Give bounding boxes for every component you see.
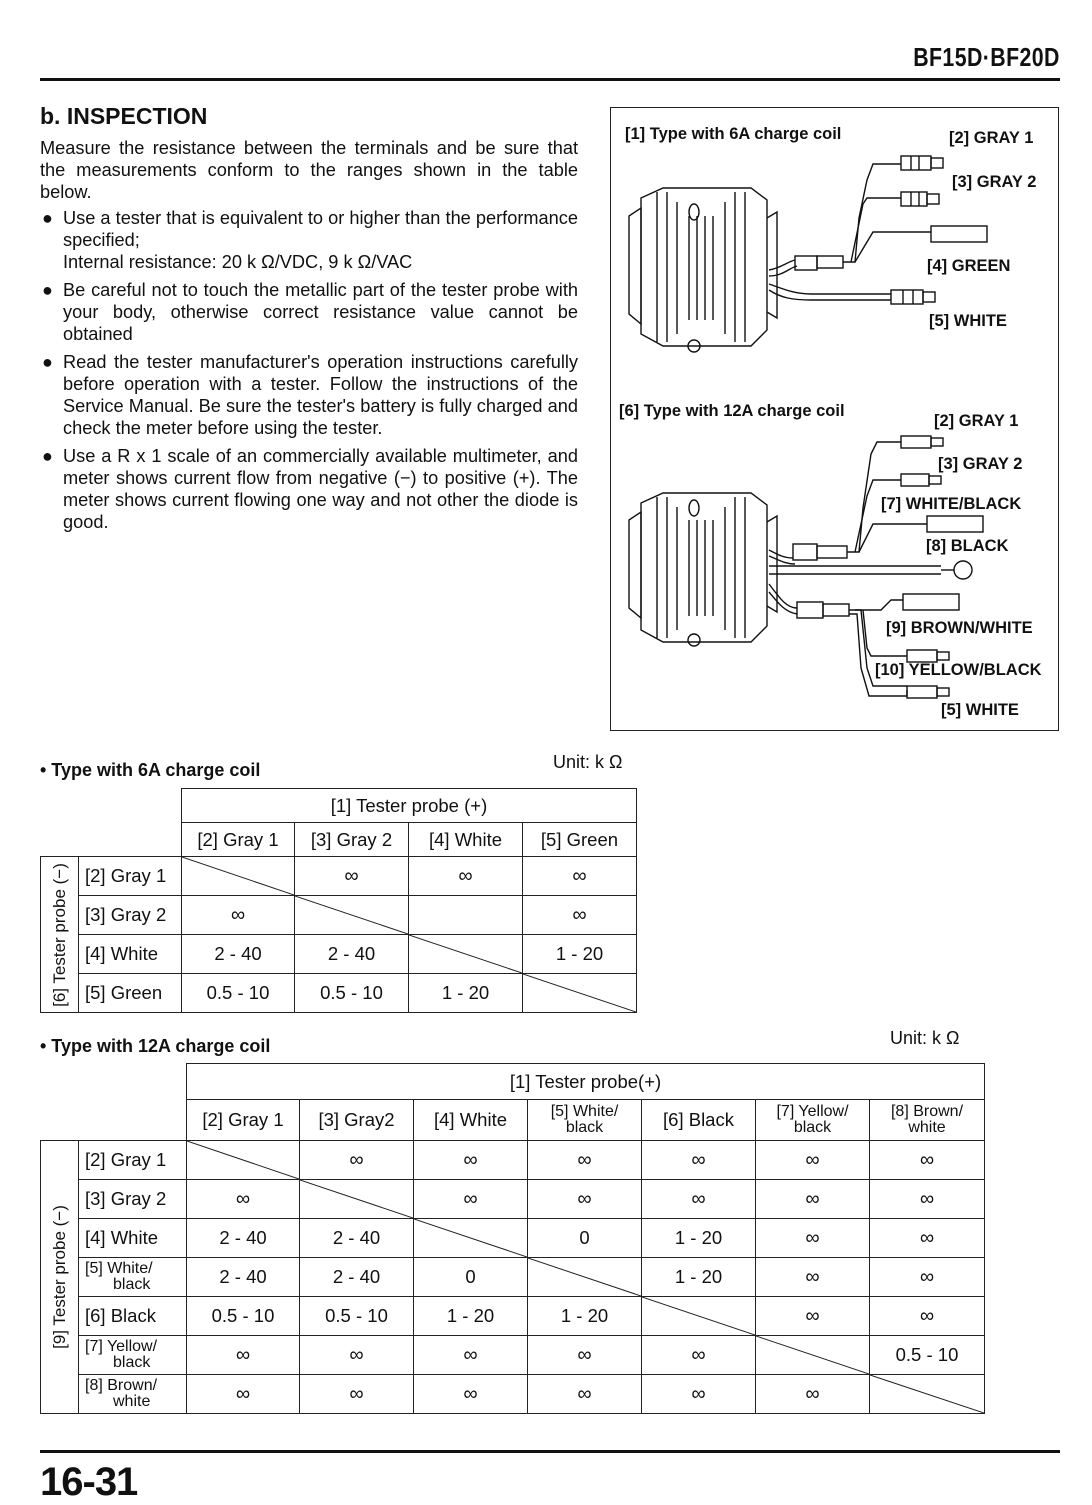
diagonal-cell (300, 1180, 414, 1219)
resistance-table-6a (40, 788, 637, 1013)
diagram-label-white-12a: [5] WHITE (941, 701, 1019, 719)
diagonal-cell (414, 1219, 528, 1258)
list-item (40, 207, 578, 273)
list-item-text: Be careful not to touch the metallic part of the tester probe with your body, otherwise correct resistance value cannot be obtained (63, 280, 578, 344)
diagonal-cell (756, 1336, 870, 1375)
table-cell: ∞ (756, 1375, 870, 1414)
header-rule (40, 78, 1060, 81)
table-cell: 0.5 - 10 (295, 974, 409, 1013)
diagram-label-gray2-12a: [3] GRAY 2 (938, 455, 1023, 473)
diagonal-cell (182, 857, 295, 896)
column-header: [6] Black (642, 1100, 756, 1141)
list-item-subtext: Internal resistance: 20 k Ω/VDC, 9 k Ω/VAC (63, 252, 413, 272)
list-item (40, 445, 578, 533)
probe-positive-header: [1] Tester probe (+) (182, 789, 637, 823)
diagonal-cell (870, 1375, 985, 1414)
row-header: [2] Gray 1 (79, 857, 182, 896)
row-header: [6] Black (79, 1297, 187, 1336)
table-cell: 2 - 40 (300, 1258, 414, 1297)
bullet-icon: ● (42, 280, 53, 300)
table-cell: ∞ (642, 1141, 756, 1180)
table12a-unit: Unit: k Ω (890, 1028, 960, 1048)
table-row (41, 935, 637, 974)
column-header: [5] White/ black (528, 1100, 642, 1141)
list-item (40, 279, 578, 345)
table-cell: ∞ (870, 1219, 985, 1258)
table12a-caption: • Type with 12A charge coil (40, 1036, 271, 1056)
table-row (41, 1141, 985, 1180)
list-item-text: Use a R x 1 scale of an commercially available multimeter, and meter shows current flow from negative (−) to positive (+). The meter shows current flowing one way and not other the diode is good. (63, 446, 578, 532)
table-cell: 2 - 40 (182, 935, 295, 974)
row-header: [3] Gray 2 (79, 1180, 187, 1219)
diagram-label-yellow-black: [10] YELLOW/BLACK (875, 661, 1042, 679)
table-row (41, 974, 637, 1013)
table-cell: 2 - 40 (187, 1219, 300, 1258)
table-cell: ∞ (528, 1375, 642, 1414)
table-cell (409, 896, 523, 935)
resistance-table-12a (40, 1063, 985, 1414)
table-cell: ∞ (756, 1180, 870, 1219)
diagram-label-brown-white: [9] BROWN/WHITE (886, 619, 1033, 637)
regulator-wiring-diagram (610, 107, 1059, 731)
table-cell: ∞ (642, 1336, 756, 1375)
table-cell: 2 - 40 (295, 935, 409, 974)
table-cell: ∞ (756, 1258, 870, 1297)
table-cell: ∞ (756, 1141, 870, 1180)
table-row (41, 857, 637, 896)
row-header: [4] White (79, 935, 182, 974)
table-cell: ∞ (870, 1180, 985, 1219)
table-cell: 1 - 20 (528, 1297, 642, 1336)
diagram-label-white-black: [7] WHITE/BLACK (881, 495, 1022, 513)
table-row (41, 1219, 985, 1258)
table-cell: ∞ (528, 1336, 642, 1375)
column-header: [2] Gray 1 (182, 823, 295, 857)
page-number: 16-31 (40, 1460, 138, 1504)
table-cell: ∞ (187, 1336, 300, 1375)
diagram-label-green: [4] GREEN (927, 257, 1011, 275)
table-cell: ∞ (414, 1375, 528, 1414)
table-row (41, 1375, 985, 1414)
row-header: [7] Yellow/ black (79, 1336, 187, 1375)
table-cell: ∞ (756, 1297, 870, 1336)
column-header: [8] Brown/ white (870, 1100, 985, 1141)
row-header: [4] White (79, 1219, 187, 1258)
diagonal-cell (409, 935, 523, 974)
column-header: [7] Yellow/ black (756, 1100, 870, 1141)
table-cell: ∞ (642, 1180, 756, 1219)
table-cell: ∞ (528, 1141, 642, 1180)
instruction-list (40, 207, 578, 533)
column-header: [3] Gray 2 (295, 823, 409, 857)
table-cell: 1 - 20 (414, 1297, 528, 1336)
probe-negative-header: [9] Tester probe (−) (41, 1141, 79, 1414)
table-cell: ∞ (187, 1375, 300, 1414)
list-item (40, 351, 578, 439)
table-cell: 0.5 - 10 (870, 1336, 985, 1375)
model-header: BF15D·BF20D (913, 42, 1060, 72)
table-cell: 0.5 - 10 (182, 974, 295, 1013)
table-cell: ∞ (409, 857, 523, 896)
diagram-label-black: [8] BLACK (926, 537, 1009, 555)
table-cell: ∞ (523, 857, 637, 896)
row-header: [3] Gray 2 (79, 896, 182, 935)
probe-positive-header: [1] Tester probe(+) (187, 1064, 985, 1100)
diagonal-cell (523, 974, 637, 1013)
table-row (41, 1336, 985, 1375)
table-cell: 0.5 - 10 (187, 1297, 300, 1336)
column-header: [2] Gray 1 (187, 1100, 300, 1141)
diagonal-cell (528, 1258, 642, 1297)
diagonal-cell (187, 1141, 300, 1180)
table-row (41, 1258, 985, 1297)
table6a-unit: Unit: k Ω (553, 752, 623, 772)
row-header: [8] Brown/ white (79, 1375, 187, 1414)
diagram-label-white: [5] WHITE (929, 312, 1007, 330)
probe-negative-header: [6] Tester probe (−) (41, 857, 79, 1013)
list-item-text: Use a tester that is equivalent to or higher than the performance specified; (63, 208, 578, 250)
table-cell: ∞ (528, 1180, 642, 1219)
table-cell: 0 (414, 1258, 528, 1297)
bullet-icon: ● (42, 208, 53, 228)
table-cell: 1 - 20 (642, 1258, 756, 1297)
table-cell: ∞ (414, 1180, 528, 1219)
bullet-icon: ● (42, 352, 53, 372)
table-cell: ∞ (870, 1141, 985, 1180)
table-cell: ∞ (523, 896, 637, 935)
intro-paragraph: Measure the resistance between the terminals and be sure that the measurements conform to the ranges shown in the table below. (40, 138, 578, 202)
diagonal-cell (295, 896, 409, 935)
table-cell: 1 - 20 (409, 974, 523, 1013)
table-cell: ∞ (300, 1141, 414, 1180)
row-header: [5] Green (79, 974, 182, 1013)
column-header: [4] White (409, 823, 523, 857)
table-cell: ∞ (870, 1297, 985, 1336)
bullet-icon: ● (42, 446, 53, 466)
table-row (41, 896, 637, 935)
table-cell: ∞ (414, 1336, 528, 1375)
table-cell: ∞ (300, 1336, 414, 1375)
column-header: [3] Gray2 (300, 1100, 414, 1141)
table-cell: 0.5 - 10 (300, 1297, 414, 1336)
footer-rule (40, 1450, 1060, 1453)
table-cell: 1 - 20 (642, 1219, 756, 1258)
regulator-12a-illustration (629, 436, 983, 698)
table-cell: ∞ (756, 1219, 870, 1258)
diagram-label-gray2: [3] GRAY 2 (952, 173, 1037, 191)
table6a-caption: • Type with 6A charge coil (40, 760, 261, 780)
diagram-top-title: [1] Type with 6A charge coil (625, 125, 842, 143)
table-cell: ∞ (642, 1375, 756, 1414)
table-cell: ∞ (414, 1141, 528, 1180)
table-cell: ∞ (182, 896, 295, 935)
list-item-text: Read the tester manufacturer's operation instructions carefully before operation with a tester. Follow the instructions of the Service Manual. Be sure the tester's battery is fully charged and check the meter before using the tester. (63, 352, 578, 438)
diagram-label-gray1: [2] GRAY 1 (949, 129, 1034, 147)
table-cell: 2 - 40 (300, 1219, 414, 1258)
section-title: b. INSPECTION (40, 103, 208, 129)
table-row (41, 1297, 985, 1336)
row-header: [2] Gray 1 (79, 1141, 187, 1180)
table-cell: 1 - 20 (523, 935, 637, 974)
row-header: [5] White/ black (79, 1258, 187, 1297)
table-cell: ∞ (300, 1375, 414, 1414)
diagram-bottom-title: [6] Type with 12A charge coil (619, 402, 845, 420)
diagram-label-gray1-12a: [2] GRAY 1 (934, 412, 1019, 430)
table-cell: 0 (528, 1219, 642, 1258)
column-header: [5] Green (523, 823, 637, 857)
table-cell: 2 - 40 (187, 1258, 300, 1297)
table-row (41, 1180, 985, 1219)
diagonal-cell (642, 1297, 756, 1336)
table-cell: ∞ (295, 857, 409, 896)
table-cell: ∞ (870, 1258, 985, 1297)
table-cell: ∞ (187, 1180, 300, 1219)
column-header: [4] White (414, 1100, 528, 1141)
instructions-text (40, 137, 578, 539)
